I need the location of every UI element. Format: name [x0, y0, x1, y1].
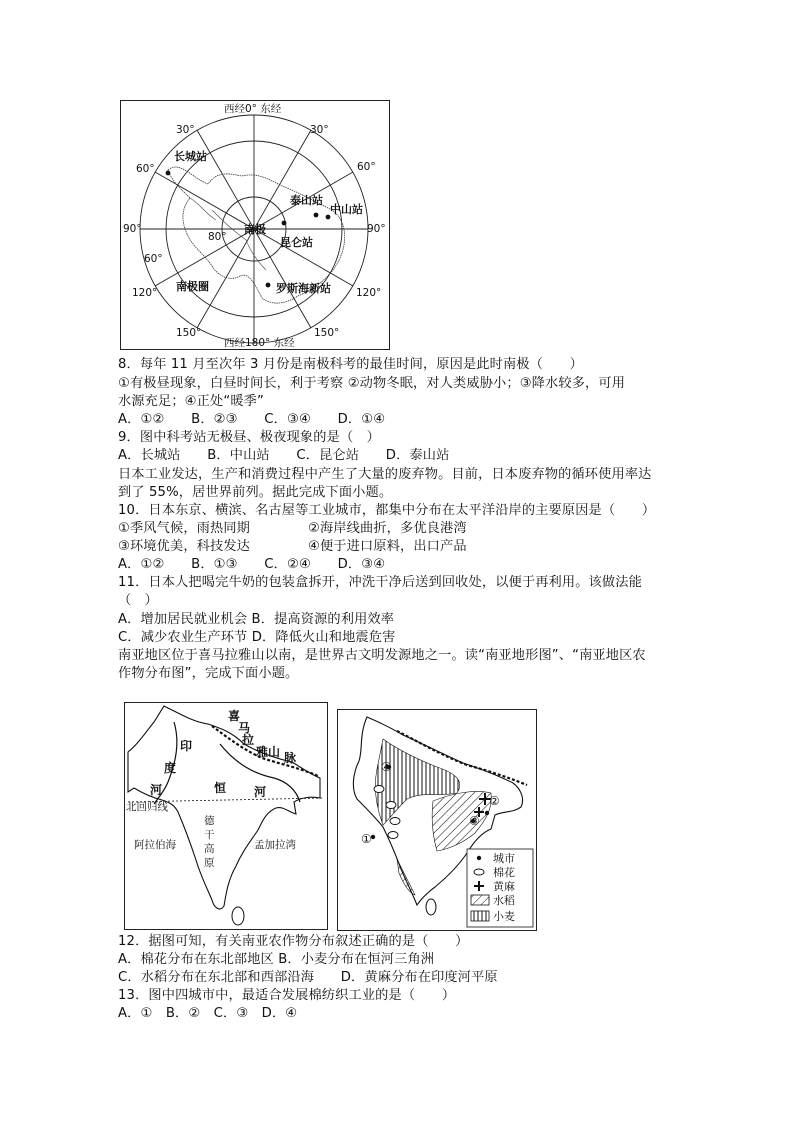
legend-rice-icon [471, 895, 489, 905]
zhongshan-station-dot [314, 213, 319, 218]
legend-city-icon [477, 856, 481, 860]
crop-legend [467, 849, 533, 927]
top-label: 西经0° 东经 [224, 103, 282, 115]
q10-opt1: ①季风气候，雨热同期 [118, 521, 251, 536]
q10-opt3: ③环境优美，科技发达 [118, 539, 251, 554]
cotton-blob [374, 786, 384, 793]
svg-text:原: 原 [204, 857, 215, 869]
svg-text:恒: 恒 [214, 781, 227, 795]
svg-text:90°: 90° [367, 223, 386, 235]
marker-2: ② [489, 794, 500, 808]
svg-text:120°: 120° [132, 287, 158, 299]
svg-text:度: 度 [164, 761, 177, 775]
q12-choices-cd: C．水稻分布在东北部和西部沿海 D．黄麻分布在印度河平原 [118, 970, 498, 985]
svg-text:北回归线: 北回归线 [126, 801, 168, 813]
svg-text:德: 德 [204, 815, 215, 827]
cotton-blob [390, 818, 400, 825]
cotton-blob [388, 832, 398, 839]
south-asia-crop-map [337, 709, 537, 931]
q12-choices-ab: A．棉花分布在东北部地区 B．小麦分布在恒河三角洲 [118, 952, 435, 967]
svg-text:小麦: 小麦 [493, 910, 515, 923]
q8-options-1: ①有极昼现象，白昼时间长，利于考察 ②动物冬眠，对人类威胁小；③降水较多，可用 [118, 376, 626, 391]
q10-opt2: ②海岸线曲折，多优良港湾 [308, 521, 467, 536]
q10-choices: A．①② B．①③ C．②④ D．③④ [118, 557, 386, 572]
taishan-label: 泰山站 [290, 194, 323, 207]
kunlun-label: 昆仑站 [280, 236, 313, 249]
city-dot [485, 811, 489, 815]
q9-choices: A．长城站 B．中山站 C．昆仑站 D．泰山站 [118, 448, 450, 463]
svg-text:30°: 30° [176, 124, 195, 136]
svg-text:马: 马 [238, 721, 251, 735]
south-asia-intro-2: 作物分布图”，完成下面小题。 [118, 666, 299, 681]
svg-text:60°: 60° [136, 163, 155, 175]
svg-text:印: 印 [180, 739, 193, 753]
svg-text:雅山: 雅山 [256, 745, 281, 759]
svg-text:150°: 150° [176, 327, 202, 339]
q8-choices: A．①② B．②③ C．③④ D．①④ [118, 412, 386, 427]
svg-text:阿拉伯海: 阿拉伯海 [134, 839, 176, 851]
japan-intro-1: 日本工业发达，生产和消费过程中产生了大量的废弃物。目前，日本废弃物的循环使用率达 [118, 467, 652, 482]
svg-text:干: 干 [204, 829, 215, 841]
q9-stem: 9．图中科考站无极昼、极夜现象的是（ ） [118, 430, 380, 445]
q8-options-2: 水源充足；④正处“暖季” [118, 394, 264, 409]
svg-text:棉花: 棉花 [493, 866, 515, 879]
ross-sea-label: 罗斯海新站 [276, 282, 331, 295]
great-wall-label: 长城站 [174, 150, 207, 163]
svg-text:60°: 60° [357, 161, 376, 173]
antarctic-circle-label: 南极圈 [176, 280, 209, 293]
q11-paren: （ ） [118, 593, 159, 608]
marker-1: ① [361, 832, 372, 846]
q13-choices: A．① B．② C．③ D．④ [118, 1006, 298, 1021]
svg-text:河: 河 [254, 785, 267, 799]
marker-3: ③ [469, 814, 480, 828]
svg-text:孟加拉湾: 孟加拉湾 [254, 839, 296, 851]
legend-wheat-icon [471, 911, 489, 921]
q10-stem: 10．日本东京、横滨、名古屋等工业城市，都集中分布在太平洋沿岸的主要原因是（ ） [118, 503, 656, 518]
svg-text:拉: 拉 [242, 733, 255, 747]
south-asia-intro-1: 南亚地区位于喜马拉雅山以南，是世界古文明发源地之一。读“南亚地形图”、“南亚地区农 [118, 648, 646, 663]
svg-text:水稻: 水稻 [493, 894, 515, 907]
great-wall-station-dot [166, 171, 171, 176]
svg-text:30°: 30° [310, 124, 329, 136]
svg-text:河: 河 [150, 783, 163, 797]
q12-stem: 12．据图可知，有关南亚农作物分布叙述正确的是（ ） [118, 934, 469, 949]
svg-text:城市: 城市 [493, 852, 515, 865]
svg-text:150°: 150° [314, 327, 340, 339]
svg-text:60°: 60° [144, 253, 163, 265]
q13-stem: 13．图中四城市中，最适合发展棉纺织工业的是（ ） [118, 988, 456, 1003]
zhongshan-label: 中山站 [330, 203, 363, 216]
svg-text:高: 高 [204, 843, 215, 855]
q8-stem: 8．每年 11 月至次年 3 月份是南极科考的最佳时间，原因是此时南极（ ） [118, 357, 583, 372]
svg-text:120°: 120° [356, 287, 382, 299]
svg-text:80°: 80° [208, 231, 227, 243]
q10-opt4: ④便于进口原料，出口产品 [308, 539, 467, 554]
ross-station-dot [266, 283, 271, 288]
taishan-station-dot [282, 221, 287, 226]
japan-intro-2: 到了 55%，居世界前列。据此完成下面小题。 [118, 485, 393, 500]
svg-text:黄麻: 黄麻 [493, 880, 515, 893]
svg-text:90°: 90° [123, 223, 142, 235]
q11-stem: 11．日本人把喝完牛奶的包装盒拆开，冲洗干净后送到回收处，以便于再利用。该做法能 [118, 575, 642, 590]
q11-choices-ab: A．增加居民就业机会 B．提高资源的利用效率 [118, 612, 395, 627]
svg-text:喜: 喜 [228, 709, 241, 723]
cotton-blob [386, 802, 396, 809]
south-asia-terrain-map [124, 702, 328, 930]
south-pole-label: 南极 [244, 223, 266, 236]
q11-choices-cd: C．减少农业生产环节 D．降低火山和地震危害 [118, 630, 396, 645]
legend-cotton-icon [474, 869, 484, 875]
marker-4: ④ [381, 760, 392, 774]
svg-text:脉: 脉 [284, 751, 297, 765]
antarctica-map [120, 100, 390, 350]
bottom-label: 西经180° 东经 [224, 337, 295, 349]
